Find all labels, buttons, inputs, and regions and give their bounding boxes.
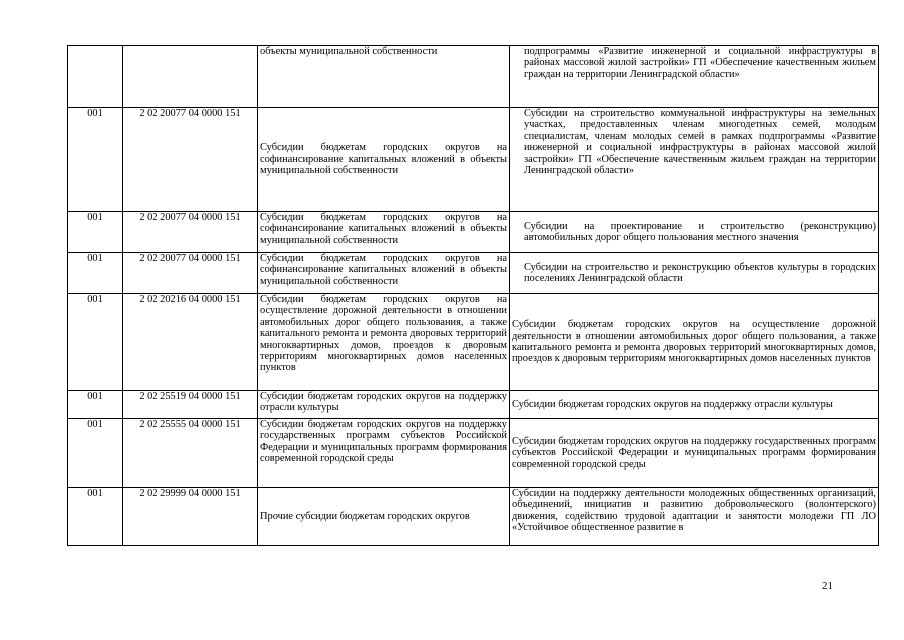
budget-code-cell: 2 02 20077 04 0000 151 — [123, 108, 258, 212]
revenue-description-cell: Субсидии на поддержку деятельности молодежных общественных организаций, объединений, инициатив и развитию добровольческого (волонтерского) движения, содействию трудовой адаптации и занятости молодежи ГП ЛО «Устойчивое общественное развитие в — [510, 488, 879, 546]
admin-code-cell: 001 — [68, 212, 123, 253]
admin-code-cell: 001 — [68, 108, 123, 212]
revenue-description-cell: Субсидии бюджетам городских округов на осуществление дорожной деятельности в отношении автомобильных дорог общего пользования, а также капитального ремонта и ремонта дворовых территорий многоквартирных домов, проездов к дворовым территориям многоквартирных домов населенных пунктов — [510, 294, 879, 391]
revenue-name-cell: объекты муниципальной собственности — [258, 46, 510, 108]
table-row — [68, 108, 879, 212]
admin-code-cell: 001 — [68, 294, 123, 391]
revenue-name-cell: Субсидии бюджетам городских округов на поддержку государственных программ субъектов Российской Федерации и муниципальных программ формирования современной городской среды — [258, 419, 510, 488]
admin-code-cell: 001 — [68, 391, 123, 419]
table-row — [68, 391, 879, 419]
revenue-description-cell: Субсидии на проектирование и строительство (реконструкцию) автомобильных дорог общего пользования местного значения — [510, 212, 879, 253]
revenue-description-cell: Субсидии бюджетам городских округов на поддержку государственных программ субъектов Российской Федерации и муниципальных программ формирования современной городской среды — [510, 419, 879, 488]
budget-code-cell: 2 02 20077 04 0000 151 — [123, 212, 258, 253]
revenue-description-cell: подпрограммы «Развитие инженерной и социальной инфраструктуры в районах массовой жилой застройки» ГП «Обеспечение качественным жильем граждан на территории Ленинградской области» — [510, 46, 879, 108]
admin-code-cell — [68, 46, 123, 108]
budget-code-cell: 2 02 20216 04 0000 151 — [123, 294, 258, 391]
table-row — [68, 212, 879, 253]
admin-code-cell: 001 — [68, 419, 123, 488]
table-row — [68, 488, 879, 546]
admin-code-cell: 001 — [68, 253, 123, 294]
revenue-description-cell: Субсидии на строительство коммунальной инфраструктуры на земельных участках, предоставленных членам многодетных семей, молодым специалистам, членам молодых семей в рамках подпрограммы «Развитие инженерной и социальной инфраструктуры в районах массовой жилой застройки» ГП «Обеспечение качественным жильем граждан на территории Ленинградской области» — [510, 108, 879, 212]
budget-code-cell: 2 02 25555 04 0000 151 — [123, 419, 258, 488]
table-row — [68, 46, 879, 108]
revenue-name-cell: Субсидии бюджетам городских округов на софинансирование капитальных вложений в объекты муниципальной собственности — [258, 253, 510, 294]
page-number: 21 — [822, 580, 833, 592]
table-row — [68, 419, 879, 488]
revenue-name-cell: Субсидии бюджетам городских округов на софинансирование капитальных вложений в объекты муниципальной собственности — [258, 108, 510, 212]
revenue-name-cell: Субсидии бюджетам городских округов на осуществление дорожной деятельности в отношении автомобильных дорог общего пользования, а также капитального ремонта и ремонта дворовых территорий многоквартирных домов, проездов к дворовым территориям многоквартирных домов населенных пунктов — [258, 294, 510, 391]
admin-code-cell: 001 — [68, 488, 123, 546]
budget-code-cell: 2 02 20077 04 0000 151 — [123, 253, 258, 294]
revenue-name-cell: Прочие субсидии бюджетам городских округов — [258, 488, 510, 546]
budget-code-cell: 2 02 29999 04 0000 151 — [123, 488, 258, 546]
budget-revenue-table — [67, 45, 879, 546]
revenue-name-cell: Субсидии бюджетам городских округов на софинансирование капитальных вложений в объекты муниципальной собственности — [258, 212, 510, 253]
table-row — [68, 294, 879, 391]
budget-code-cell: 2 02 25519 04 0000 151 — [123, 391, 258, 419]
revenue-description-cell: Субсидии бюджетам городских округов на поддержку отрасли культуры — [510, 391, 879, 419]
budget-code-cell — [123, 46, 258, 108]
revenue-name-cell: Субсидии бюджетам городских округов на поддержку отрасли культуры — [258, 391, 510, 419]
table-row — [68, 253, 879, 294]
revenue-description-cell: Субсидии на строительство и реконструкцию объектов культуры в городских поселениях Ленинградской области — [510, 253, 879, 294]
